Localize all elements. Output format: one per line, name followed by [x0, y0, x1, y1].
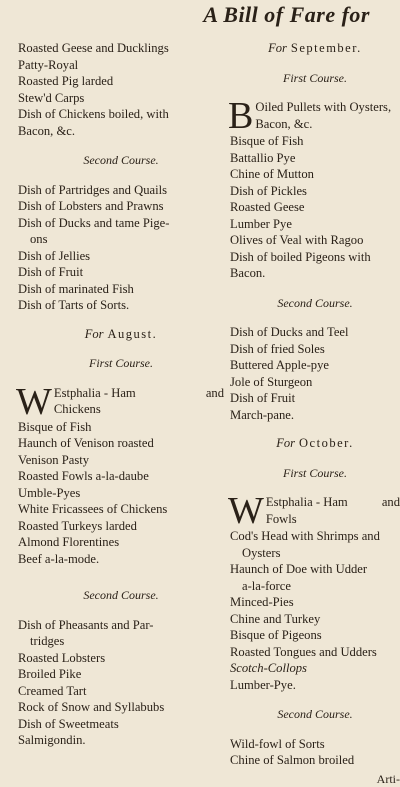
menu-item-line	[266, 494, 400, 511]
drop-cap: B	[228, 101, 253, 133]
menu-item: Beef a-la-mode.	[18, 551, 224, 568]
menu-item: Stew'd Carps	[18, 90, 224, 107]
menu-item: Roasted Fowls a-la-daube	[18, 468, 224, 485]
menu-item: Patty-Royal	[18, 57, 224, 74]
course-heading: First Course.	[230, 465, 400, 482]
drop-cap: W	[16, 387, 52, 419]
menu-item: March-pane.	[230, 407, 400, 424]
month-name: October.	[299, 436, 354, 450]
menu-item: Chine of Mutton	[230, 166, 400, 183]
menu-item: Dish of Ducks and tame Pige-	[18, 215, 224, 232]
menu-item: tridges	[18, 633, 224, 650]
menu-item: Oysters	[230, 545, 400, 562]
right-column	[230, 40, 400, 787]
menu-item: Bisque of Fish	[18, 419, 224, 436]
menu-item: Bacon.	[230, 265, 400, 282]
month-heading-september	[230, 40, 400, 57]
menu-item: Dish of Chickens boiled, with	[18, 106, 224, 123]
menu-item: Almond Florentines	[18, 534, 224, 551]
menu-item: Dish of Tarts of Sorts.	[18, 297, 224, 314]
course-heading: Second Course.	[230, 706, 400, 723]
month-for: For	[85, 327, 104, 341]
menu-item: Buttered Apple-pye	[230, 357, 400, 374]
left-column	[18, 40, 224, 749]
menu-item: Salmigondin.	[18, 732, 224, 749]
course-heading: First Course.	[18, 355, 224, 372]
menu-item: Lumber-Pye.	[230, 677, 400, 694]
course-heading: Second Course.	[18, 587, 224, 604]
menu-item: ons	[18, 231, 224, 248]
month-name: September.	[291, 41, 362, 55]
course-heading: Second Course.	[18, 152, 224, 169]
menu-item: Scotch-Collops	[230, 660, 400, 677]
menu-item-tail: and	[206, 385, 224, 402]
month-name: August.	[108, 327, 158, 341]
menu-item: Lumber Pye	[230, 216, 400, 233]
menu-item: Jole of Sturgeon	[230, 374, 400, 391]
menu-item: Oiled Pullets with Oysters,	[230, 99, 400, 116]
menu-item-line	[54, 385, 224, 402]
menu-item: Umble-Pyes	[18, 485, 224, 502]
menu-item: Roasted Geese and Ducklings	[18, 40, 224, 57]
menu-item: Haunch of Venison roasted	[18, 435, 224, 452]
menu-item-tail: and	[382, 494, 400, 511]
menu-item: Dish of Sweetmeats	[18, 716, 224, 733]
menu-item: Rock of Snow and Syllabubs	[18, 699, 224, 716]
menu-item: Broiled Pike	[18, 666, 224, 683]
menu-item: Dish of boiled Pigeons with	[230, 249, 400, 266]
menu-item: Roasted Tongues and Udders	[230, 644, 400, 661]
menu-item: Fowls	[230, 511, 400, 528]
menu-item: Bisque of Pigeons	[230, 627, 400, 644]
course-heading: Second Course.	[230, 295, 400, 312]
menu-item: Roasted Pig larded	[18, 73, 224, 90]
menu-item: Bacon, &c.	[230, 116, 400, 133]
month-for: For	[268, 41, 287, 55]
menu-item: Wild-fowl of Sorts	[230, 736, 400, 753]
august-first-course	[18, 385, 224, 568]
catchword: Arti-	[230, 771, 400, 787]
menu-item: Dish of Lobsters and Prawns	[18, 198, 224, 215]
drop-cap: W	[228, 496, 264, 528]
menu-item: Creamed Tart	[18, 683, 224, 700]
menu-item: Estphalia - Ham	[266, 494, 348, 511]
month-for: For	[276, 436, 295, 450]
menu-item: Dish of Jellies	[18, 248, 224, 265]
menu-item: Chickens	[18, 401, 224, 418]
menu-item: Chine of Salmon broiled	[230, 752, 400, 769]
october-first-course	[230, 494, 400, 693]
month-heading-october	[230, 435, 400, 452]
menu-item: Roasted Geese	[230, 199, 400, 216]
august-second-course	[18, 617, 224, 749]
october-second-course	[230, 736, 400, 769]
menu-item: Venison Pasty	[18, 452, 224, 469]
menu-item: a-la-force	[230, 578, 400, 595]
menu-item: Battallio Pye	[230, 150, 400, 167]
menu-item: Haunch of Doe with Udder	[230, 561, 400, 578]
menu-item: Dish of Pickles	[230, 183, 400, 200]
menu-item: Cod's Head with Shrimps and	[230, 528, 400, 545]
menu-item: Dish of Partridges and Quails	[18, 182, 224, 199]
menu-item: Dish of fried Soles	[230, 341, 400, 358]
menu-item: Roasted Lobsters	[18, 650, 224, 667]
menu-item: Chine and Turkey	[230, 611, 400, 628]
menu-item: Dish of Fruit	[18, 264, 224, 281]
menu-item: Bacon, &c.	[18, 123, 224, 140]
course-heading: First Course.	[230, 70, 400, 87]
september-second-course	[230, 324, 400, 423]
menu-item: Minced-Pies	[230, 594, 400, 611]
continued-first-course	[18, 40, 224, 139]
menu-item: White Fricassees of Chickens	[18, 501, 224, 518]
menu-item: Dish of Ducks and Teel	[230, 324, 400, 341]
page-header: A Bill of Fare for	[0, 2, 400, 28]
menu-item: Roasted Turkeys larded	[18, 518, 224, 535]
menu-item: Dish of marinated Fish	[18, 281, 224, 298]
menu-item: Bisque of Fish	[230, 133, 400, 150]
month-heading-august	[18, 326, 224, 343]
second-course-list	[18, 182, 224, 314]
menu-item: Dish of Fruit	[230, 390, 400, 407]
menu-item: Dish of Pheasants and Par-	[18, 617, 224, 634]
menu-item: Olives of Veal with Ragoo	[230, 232, 400, 249]
september-first-course	[230, 99, 400, 282]
menu-item: Estphalia - Ham	[54, 385, 136, 402]
